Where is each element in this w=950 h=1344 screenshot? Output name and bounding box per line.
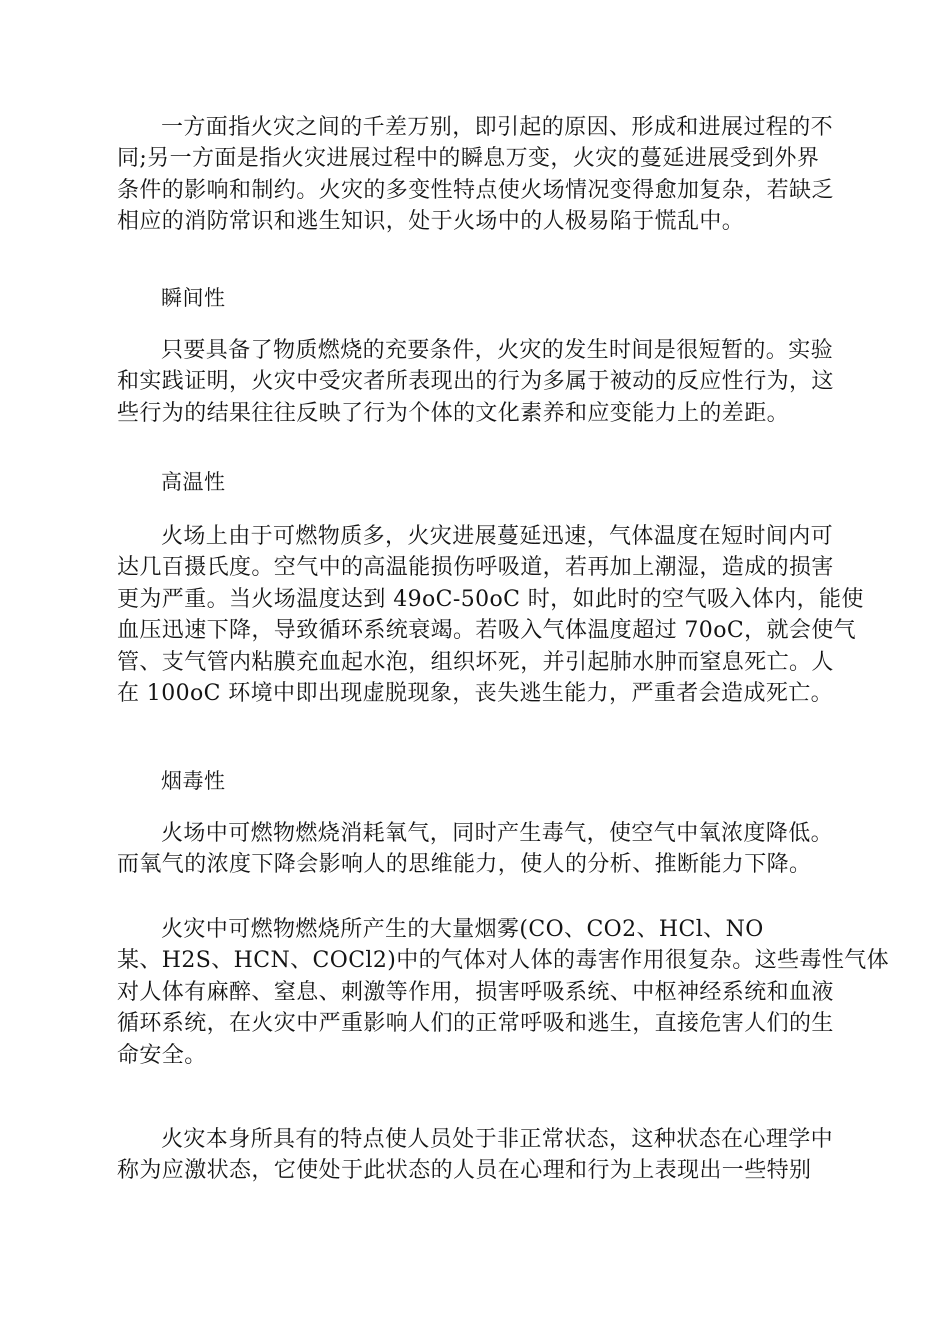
text-line: 在 100oC 环境中即出现虚脱现象，丧失逃生能力，严重者会造成死亡。 (117, 681, 834, 707)
paragraph-instantaneity (117, 335, 837, 429)
paragraph-stress-state (117, 1124, 837, 1187)
text-line: 而氧气的浓度下降会影响人的思维能力，使人的分析、推断能力下降。 (117, 852, 812, 878)
text-line: 更为严重。当火场温度达到 49oC-50oC 时，如此时的空气吸入体内，能使 (117, 586, 864, 612)
text-line: 和实践证明，火灾中受灾者所表现出的行为多属于被动的反应性行为，这 (117, 369, 834, 395)
text-line: 管、支气管内粘膜充血起水泡，组织坏死，并引起肺水肿而窒息死亡。人 (117, 649, 834, 675)
text-line: 火灾中可燃物燃烧所产生的大量烟雾(CO、CO2、HCl、NO (161, 917, 764, 942)
text-line: 某、H2S、HCN、COCl2)中的气体对人体的毒害作用很复杂。这些毒性气体 (117, 948, 890, 974)
text-line: 火灾本身所具有的特点使人员处于非正常状态，这种状态在心理学中 (161, 1127, 834, 1152)
paragraph-smoke-toxicity (117, 818, 837, 881)
text-line: 命安全。 (117, 1042, 207, 1068)
text-line: 称为应激状态，它使处于此状态的人员在心理和行为上表现出一些特别 (117, 1158, 812, 1184)
text-line: 只要具备了物质燃烧的充要条件，火灾的发生时间是很短暂的。实验 (161, 338, 834, 363)
paragraph-toxic-gases (117, 914, 890, 1071)
text-line: 达几百摄氏度。空气中的高温能损伤呼吸道，若再加上潮湿，造成的损害 (117, 555, 834, 581)
text-line: 循环系统，在火灾中严重影响人们的正常呼吸和逃生，直接危害人们的生 (117, 1011, 834, 1037)
text-line: 火场中可燃物燃烧消耗氧气，同时产生毒气，使空气中氧浓度降低。 (161, 821, 834, 846)
text-line: 相应的消防常识和逃生知识，处于火场中的人极易陷于慌乱中。 (117, 209, 745, 235)
heading-instantaneity: 瞬间性 (161, 286, 226, 310)
text-line: 些行为的结果往往反映了行为个体的文化素养和应变能力上的差距。 (117, 400, 790, 426)
heading-smoke-toxicity: 烟毒性 (161, 769, 226, 793)
text-line: 对人体有麻醉、窒息、刺激等作用，损害呼吸系统、中枢神经系统和血液 (117, 979, 834, 1005)
heading-high-temperature: 高温性 (161, 470, 226, 494)
paragraph-variability (117, 112, 837, 238)
text-line: 一方面指火灾之间的千差万别，即引起的原因、形成和进展过程的不 (161, 115, 834, 140)
text-line: 条件的影响和制约。火灾的多变性特点使火场情况变得愈加复杂，若缺乏 (117, 177, 834, 203)
paragraph-high-temperature (117, 521, 864, 709)
text-line: 同;另一方面是指火灾进展过程中的瞬息万变，火灾的蔓延进展受到外界 (117, 146, 820, 172)
text-line: 血压迅速下降，导致循环系统衰竭。若吸入气体温度超过 70oC，就会使气 (117, 618, 857, 644)
text-line: 火场上由于可燃物质多，火灾进展蔓延迅速，气体温度在短时间内可 (161, 524, 834, 549)
